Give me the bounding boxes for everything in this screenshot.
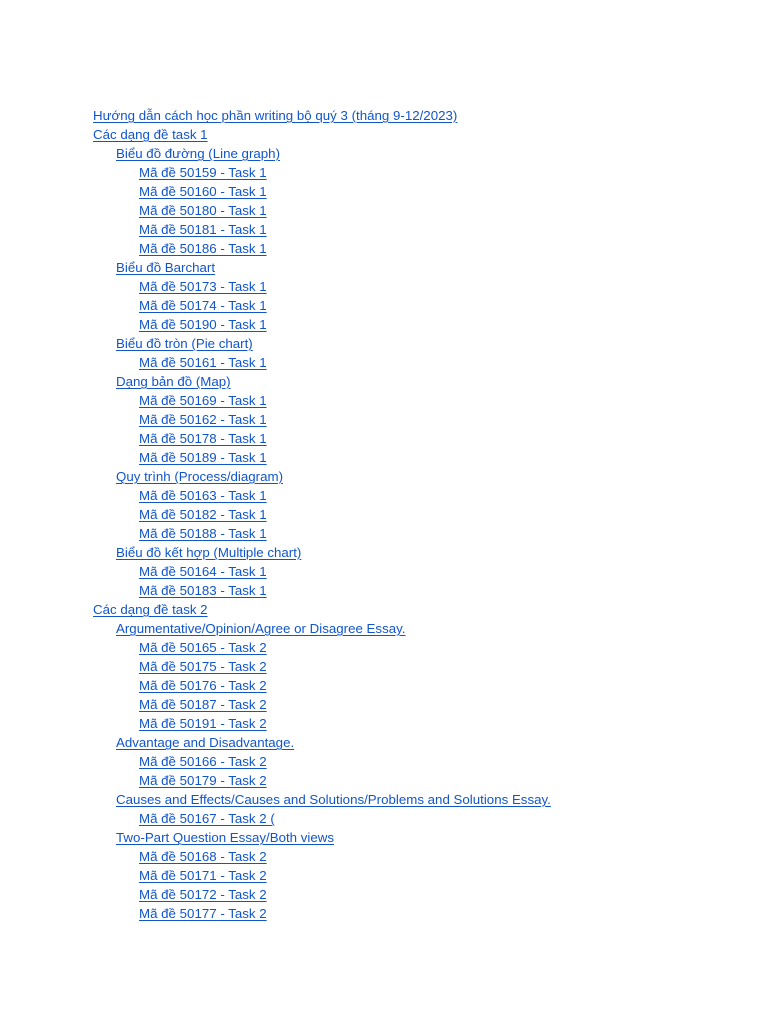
toc-section-link[interactable]: Biểu đồ Barchart [116,260,216,275]
toc-item-link[interactable]: Mã đề 50165 - Task 2 [139,640,267,655]
toc-heading-link[interactable]: Các dạng đề task 2 [93,602,208,617]
toc-entry [93,296,733,315]
toc-entry [93,809,733,828]
toc-item-link[interactable]: Mã đề 50188 - Task 1 [139,526,267,541]
toc-item-link[interactable]: Mã đề 50187 - Task 2 [139,697,267,712]
toc-entry [93,581,733,600]
toc-entry [93,391,733,410]
toc-entry [93,524,733,543]
toc-entry [93,144,733,163]
toc-heading-link[interactable]: Hướng dẫn cách học phần writing bộ quý 3 (tháng 9-12/2023) [93,108,458,123]
toc-entry [93,714,733,733]
toc-entry [93,220,733,239]
toc-entry [93,125,733,144]
toc-entry [93,201,733,220]
toc-entry [93,372,733,391]
toc-entry [93,695,733,714]
toc-entry [93,277,733,296]
toc-item-link[interactable]: Mã đề 50162 - Task 1 [139,412,267,427]
toc-section-link[interactable]: Advantage and Disadvantage. [116,735,295,750]
toc-item-link[interactable]: Mã đề 50169 - Task 1 [139,393,267,408]
toc-entry [93,410,733,429]
toc-entry [93,543,733,562]
toc-item-link[interactable]: Mã đề 50179 - Task 2 [139,773,267,788]
toc-entry [93,334,733,353]
toc-entry [93,866,733,885]
toc-entry [93,619,733,638]
toc-entry [93,467,733,486]
toc-item-link[interactable]: Mã đề 50168 - Task 2 [139,849,267,864]
toc-entry [93,828,733,847]
toc-section-link[interactable]: Argumentative/Opinion/Agree or Disagree Essay. [116,621,406,636]
toc-entry [93,752,733,771]
toc-entry [93,315,733,334]
table-of-contents [93,106,733,923]
toc-item-link[interactable]: Mã đề 50191 - Task 2 [139,716,267,731]
toc-section-link[interactable]: Causes and Effects/Causes and Solutions/Problems and Solutions Essay. [116,792,551,807]
toc-entry [93,600,733,619]
toc-item-link[interactable]: Mã đề 50177 - Task 2 [139,906,267,921]
toc-entry [93,657,733,676]
toc-item-link[interactable]: Mã đề 50163 - Task 1 [139,488,267,503]
toc-heading-link[interactable]: Các dạng đề task 1 [93,127,208,142]
toc-entry [93,448,733,467]
toc-section-link[interactable]: Quy trình (Process/diagram) [116,469,284,484]
toc-section-link[interactable]: Two-Part Question Essay/Both views [116,830,335,845]
toc-item-link[interactable]: Mã đề 50173 - Task 1 [139,279,267,294]
toc-entry [93,562,733,581]
toc-item-link[interactable]: Mã đề 50186 - Task 1 [139,241,267,256]
toc-entry [93,847,733,866]
toc-item-link[interactable]: Mã đề 50167 - Task 2 ( [139,811,275,826]
toc-entry [93,885,733,904]
toc-entry [93,505,733,524]
toc-item-link[interactable]: Mã đề 50171 - Task 2 [139,868,267,883]
toc-entry [93,486,733,505]
toc-entry [93,182,733,201]
toc-entry [93,353,733,372]
toc-item-link[interactable]: Mã đề 50175 - Task 2 [139,659,267,674]
toc-entry [93,106,733,125]
toc-entry [93,163,733,182]
toc-item-link[interactable]: Mã đề 50174 - Task 1 [139,298,267,313]
toc-item-link[interactable]: Mã đề 50178 - Task 1 [139,431,267,446]
toc-item-link[interactable]: Mã đề 50190 - Task 1 [139,317,267,332]
toc-item-link[interactable]: Mã đề 50176 - Task 2 [139,678,267,693]
toc-item-link[interactable]: Mã đề 50166 - Task 2 [139,754,267,769]
toc-item-link[interactable]: Mã đề 50183 - Task 1 [139,583,267,598]
toc-entry [93,638,733,657]
toc-section-link[interactable]: Biểu đồ tròn (Pie chart) [116,336,253,351]
toc-item-link[interactable]: Mã đề 50180 - Task 1 [139,203,267,218]
toc-item-link[interactable]: Mã đề 50182 - Task 1 [139,507,267,522]
toc-entry [93,258,733,277]
toc-entry [93,733,733,752]
toc-entry [93,429,733,448]
toc-item-link[interactable]: Mã đề 50189 - Task 1 [139,450,267,465]
toc-section-link[interactable]: Biểu đồ đường (Line graph) [116,146,280,161]
toc-entry [93,676,733,695]
toc-entry [93,239,733,258]
toc-item-link[interactable]: Mã đề 50159 - Task 1 [139,165,267,180]
toc-item-link[interactable]: Mã đề 50161 - Task 1 [139,355,267,370]
toc-section-link[interactable]: Dạng bản đồ (Map) [116,374,231,389]
toc-entry [93,771,733,790]
toc-item-link[interactable]: Mã đề 50172 - Task 2 [139,887,267,902]
toc-item-link[interactable]: Mã đề 50164 - Task 1 [139,564,267,579]
toc-entry [93,790,733,809]
toc-item-link[interactable]: Mã đề 50160 - Task 1 [139,184,267,199]
toc-item-link[interactable]: Mã đề 50181 - Task 1 [139,222,267,237]
toc-entry [93,904,733,923]
toc-section-link[interactable]: Biểu đồ kết hợp (Multiple chart) [116,545,302,560]
